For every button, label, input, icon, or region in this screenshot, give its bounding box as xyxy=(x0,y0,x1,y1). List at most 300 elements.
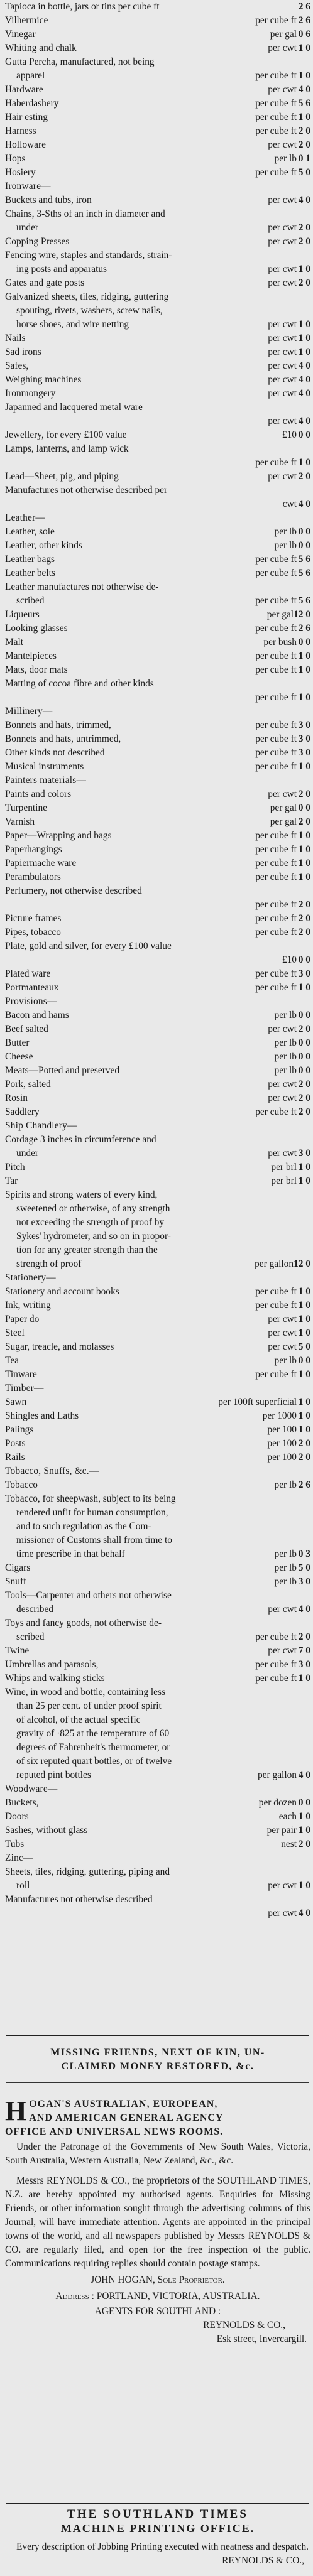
agency-heading-line2: AND AMERICAN GENERAL AGENCY xyxy=(29,2113,224,2123)
tariff-item: Whips and walking sticks xyxy=(5,1673,105,1684)
tariff-row xyxy=(5,1133,310,1147)
tariff-row xyxy=(5,1050,310,1064)
tariff-item: Sad irons xyxy=(5,347,41,357)
tariff-unit: per gallon xyxy=(258,1770,297,1780)
tariff-item: rendered unfit for human consumption, xyxy=(16,1507,168,1518)
section-divider xyxy=(6,2035,309,2036)
tariff-rate: 0 6 xyxy=(298,29,310,40)
tariff-unit: per gal xyxy=(266,609,294,620)
tariff-item: than 25 per cent. of under proof spirit xyxy=(16,1701,162,1711)
tariff-unit: per brl xyxy=(271,1162,297,1172)
tariff-row xyxy=(5,1091,310,1105)
tariff-rate: 7 0 xyxy=(298,1645,310,1656)
tariff-rate: 1 0 xyxy=(298,872,310,882)
tariff-rate: 1 0 xyxy=(298,70,310,81)
tariff-row xyxy=(5,663,310,677)
tariff-unit: per cwt xyxy=(268,1908,297,1918)
tariff-row xyxy=(5,1022,310,1036)
tariff-item: degrees of Fahrenheit's thermometer, or xyxy=(16,1742,170,1753)
tariff-item: Paper—Wrapping and bags xyxy=(5,830,112,841)
tariff-item: Hosiery xyxy=(5,167,36,178)
tariff-row xyxy=(5,249,310,262)
tariff-rate: 2 0 xyxy=(298,816,310,827)
tariff-unit: per cwt xyxy=(268,1093,297,1103)
tariff-row xyxy=(5,41,310,55)
agents-label: AGENTS FOR SOUTHLAND : xyxy=(94,2306,221,2317)
tariff-unit: per cwt xyxy=(268,195,297,205)
tariff-row xyxy=(5,1409,310,1423)
times-heading-line2: MACHINE PRINTING OFFICE. xyxy=(60,2522,255,2535)
times-signoff: REYNOLDS & CO., xyxy=(222,2555,304,2566)
tariff-rate: 1 0 xyxy=(298,347,310,357)
proprietor-signature: JOHN HOGAN, Sole Proprietor. xyxy=(91,2275,225,2285)
tariff-item: Plated ware xyxy=(5,968,51,979)
tariff-unit: per cwt xyxy=(268,139,297,150)
tariff-row xyxy=(5,1478,310,1492)
tariff-unit: per cube ft xyxy=(255,595,297,606)
tariff-row xyxy=(5,180,310,193)
tariff-item: Sheets, tiles, ridging, guttering, piping and xyxy=(5,1866,170,1877)
tariff-item: of alcohol, of the actual specific xyxy=(16,1714,141,1725)
tariff-unit: per cube ft xyxy=(255,457,297,468)
tariff-item: Manufactures not otherwise described per xyxy=(5,485,168,495)
tariff-item: Tar xyxy=(5,1176,18,1186)
tariff-item: Twine xyxy=(5,1645,30,1656)
southland-times-advertisement xyxy=(5,2503,310,2568)
tariff-unit: per brl xyxy=(271,1176,297,1186)
tariff-unit: per cwt xyxy=(268,84,297,95)
tariff-rate: 1 0 xyxy=(298,761,310,772)
tariff-item: Lamps, lanterns, and lamp wick xyxy=(5,443,129,454)
tariff-rate: 4 0 xyxy=(298,195,310,205)
tariff-row xyxy=(5,967,310,981)
tariff-row xyxy=(5,843,310,857)
tariff-row xyxy=(5,1451,310,1464)
tariff-item: Painters materials— xyxy=(5,775,87,786)
tariff-unit: per cwt xyxy=(268,1341,297,1352)
tariff-rate: 0 0 xyxy=(298,1797,310,1808)
tariff-unit: per cube ft xyxy=(255,1632,297,1642)
tariff-rate: 1 0 xyxy=(298,1424,310,1435)
tariff-row xyxy=(5,1423,310,1437)
tariff-row xyxy=(5,1837,310,1851)
tariff-unit: per cube ft xyxy=(255,844,297,855)
tariff-unit: per cwt xyxy=(268,222,297,233)
tariff-row xyxy=(5,484,310,497)
tariff-unit: per 100 xyxy=(267,1452,297,1463)
tariff-unit: per cube ft xyxy=(255,664,297,675)
tariff-row xyxy=(5,1064,310,1078)
tariff-row xyxy=(5,1340,310,1354)
tariff-rate: 0 0 xyxy=(298,430,310,440)
tariff-row xyxy=(5,1561,310,1575)
tariff-item: Turpentine xyxy=(5,803,47,813)
tariff-item: Japanned and lacquered metal ware xyxy=(5,402,143,413)
tariff-rate: 0 0 xyxy=(298,1065,310,1076)
tariff-item: Manufactures not otherwise described xyxy=(5,1894,153,1905)
tariff-row xyxy=(5,1782,310,1796)
tariff-unit: £10 xyxy=(282,955,297,965)
tariff-item: Plate, gold and silver, for every £100 value xyxy=(5,941,172,951)
tariff-unit: per cube ft xyxy=(255,913,297,924)
tariff-unit: per gallon xyxy=(255,1258,294,1269)
tariff-rate: 3 0 xyxy=(298,1148,310,1159)
tariff-rate: 1 0 xyxy=(298,664,310,675)
tariff-item: Wine, in wood and bottle, containing less xyxy=(5,1687,165,1697)
tariff-unit: per 100 xyxy=(267,1424,297,1435)
tariff-item: Tinware xyxy=(5,1369,37,1380)
tariff-unit: per cwt xyxy=(268,264,297,274)
tariff-rate: 2 0 xyxy=(298,1107,310,1117)
tariff-rate: 0 0 xyxy=(298,1010,310,1020)
tariff-item: Steel xyxy=(5,1328,25,1338)
tariff-unit: per cube ft xyxy=(255,1659,297,1670)
tariff-rate: 4 0 xyxy=(298,388,310,399)
tariff-unit: per cwt xyxy=(268,471,297,482)
tariff-rate: 2 0 xyxy=(298,222,310,233)
tariff-unit: per lb xyxy=(274,1010,297,1020)
tariff-row xyxy=(5,1616,310,1630)
tariff-item: Cordage 3 inches in circumference and xyxy=(5,1134,156,1145)
tariff-item: Palings xyxy=(5,1424,34,1435)
tariff-row xyxy=(5,636,310,649)
tariff-item: sweetened or otherwise, of any strength xyxy=(16,1203,170,1214)
tariff-unit: per cube ft xyxy=(255,899,297,910)
tariff-item: Ironmongery xyxy=(5,388,56,399)
tariff-item: Shingles and Laths xyxy=(5,1410,79,1421)
tariff-row xyxy=(5,718,310,732)
tariff-row xyxy=(5,760,310,774)
tariff-rate: 1 0 xyxy=(298,333,310,344)
tariff-rate: 1 0 xyxy=(298,1410,310,1421)
tariff-row xyxy=(5,677,310,691)
tariff-item: Leather belts xyxy=(5,568,55,578)
tariff-row xyxy=(5,1534,310,1547)
tariff-item: Copping Presses xyxy=(5,236,70,247)
hogan-agency-advertisement xyxy=(5,2097,310,2346)
tariff-item: Bonnets and hats, trimmed, xyxy=(5,720,111,730)
tariff-item: Tobacco, for sheepwash, subject to its being xyxy=(5,1493,176,1504)
tariff-unit: per cube ft xyxy=(255,733,297,744)
tariff-row xyxy=(5,138,310,152)
tariff-rate: 4 0 xyxy=(298,84,310,95)
tariff-rate: 1 0 xyxy=(298,651,310,661)
tariff-rate: 1 0 xyxy=(298,1673,310,1684)
tariff-row xyxy=(5,97,310,111)
tariff-item: and to such regulation as the Com- xyxy=(16,1521,151,1532)
tariff-item: Chains, 3-Sths of an inch in diameter and xyxy=(5,208,165,219)
tariff-rate: 1 0 xyxy=(298,457,310,468)
agent-name: REYNOLDS & CO., xyxy=(203,2320,285,2330)
tariff-unit: per cwt xyxy=(268,236,297,247)
tariff-row xyxy=(5,1036,310,1050)
tariff-unit: per cube ft xyxy=(255,1286,297,1297)
tariff-row xyxy=(5,1713,310,1727)
tariff-item: missioner of Customs shall from time to xyxy=(16,1535,172,1545)
tariff-row xyxy=(5,829,310,843)
tariff-row xyxy=(5,815,310,829)
tariff-row xyxy=(5,1216,310,1230)
tariff-item: Tea xyxy=(5,1355,19,1366)
tariff-item: Nails xyxy=(5,333,26,344)
tariff-unit: per lb xyxy=(274,526,297,537)
tariff-unit: per cube ft xyxy=(255,1300,297,1311)
tariff-unit: per cube ft xyxy=(255,112,297,122)
tariff-row xyxy=(5,649,310,663)
tariff-row xyxy=(5,1285,310,1299)
tariff-rate: 3 0 xyxy=(298,1576,310,1587)
tariff-rate: 1 0 xyxy=(298,830,310,841)
tariff-item: Hair esting xyxy=(5,112,48,122)
tariff-row xyxy=(5,539,310,553)
patronage-paragraph: Under the Patronage of the Governments of New South Wales, Victoria, South Australia, Western Australia, New Zealand, &c., &c. xyxy=(5,2141,310,2166)
tariff-row xyxy=(5,732,310,746)
tariff-rate: 5 0 xyxy=(298,1341,310,1352)
tariff-rate: 1 0 xyxy=(298,112,310,122)
tariff-row xyxy=(5,1879,310,1893)
tariff-item: Leather bags xyxy=(5,554,55,565)
tariff-row xyxy=(5,1354,310,1368)
tariff-unit: per lb xyxy=(274,1480,297,1490)
tariff-unit: per cube ft xyxy=(255,858,297,869)
tariff-item: Posts xyxy=(5,1438,26,1449)
tariff-rate: 3 0 xyxy=(298,733,310,744)
tariff-unit: per dozen xyxy=(258,1797,297,1808)
tariff-unit: £10 xyxy=(282,430,297,440)
tariff-item: Ship Chandlery— xyxy=(5,1120,77,1131)
tariff-row xyxy=(5,1824,310,1837)
tariff-rate: 1 0 xyxy=(298,1825,310,1836)
tariff-unit: per cwt xyxy=(268,1604,297,1615)
tariff-row xyxy=(5,1368,310,1382)
tariff-item: Millinery— xyxy=(5,706,53,717)
tariff-row xyxy=(5,1243,310,1257)
tariff-item: Hardware xyxy=(5,84,43,95)
tariff-rate: 12 0 xyxy=(294,609,310,620)
agent-address: Esk street, Invercargill. xyxy=(216,2334,307,2344)
tariff-rate: 1 0 xyxy=(298,319,310,330)
tariff-rate: 2 0 xyxy=(298,1452,310,1463)
tariff-item: Weighing machines xyxy=(5,374,82,385)
tariff-row xyxy=(5,318,310,332)
tariff-row xyxy=(5,1603,310,1616)
tariff-rate: 4 0 xyxy=(298,360,310,371)
tariff-row xyxy=(5,1257,310,1271)
tariff-row xyxy=(5,1727,310,1741)
tariff-row xyxy=(5,1658,310,1672)
tariff-item: Galvanized sheets, tiles, ridging, guttering xyxy=(5,291,169,302)
tariff-item: horse shoes, and wire netting xyxy=(16,319,129,330)
tariff-row xyxy=(5,414,310,428)
tariff-row xyxy=(5,111,310,124)
tariff-item: Ink, writing xyxy=(5,1300,51,1311)
tariff-rate: 5 6 xyxy=(298,595,310,606)
tariff-row xyxy=(5,1271,310,1285)
tariff-unit: per cwt xyxy=(268,333,297,344)
tariff-item: Paper do xyxy=(5,1314,40,1324)
tariff-item: Tubs xyxy=(5,1839,25,1849)
tariff-item: Rosin xyxy=(5,1093,28,1103)
tariff-row xyxy=(5,152,310,166)
tariff-item: Leather manufactures not otherwise de- xyxy=(5,582,159,592)
tariff-row xyxy=(5,442,310,456)
tariff-item: Tools—Carpenter and others not otherwise xyxy=(5,1590,172,1601)
tariff-unit: per cwt xyxy=(268,1328,297,1338)
tariff-item: apparel xyxy=(16,70,45,81)
tariff-rate: 1 0 xyxy=(298,1176,310,1186)
tariff-row xyxy=(5,221,310,235)
tariff-item: tion for any greater strength than the xyxy=(16,1245,158,1255)
agency-heading-line1: OGAN'S AUSTRALIAN, EUROPEAN, xyxy=(29,2099,218,2109)
tariff-item: Fencing wire, staples and standards, strain- xyxy=(5,250,172,261)
tariff-item: Whiting and chalk xyxy=(5,43,77,53)
tariff-item: scribed xyxy=(16,595,45,606)
tariff-unit: per cube ft xyxy=(255,830,297,841)
tariff-unit: per lb xyxy=(274,1562,297,1573)
tariff-unit: per cwt xyxy=(268,416,297,426)
tariff-item: Meats—Potted and preserved xyxy=(5,1065,120,1076)
tariff-row xyxy=(5,511,310,525)
tariff-unit: per cube ft xyxy=(255,692,297,703)
tariff-unit: per bush xyxy=(263,637,297,647)
tariff-item: Haberdashery xyxy=(5,98,59,109)
tariff-unit: per 100 xyxy=(267,1438,297,1449)
tariff-row xyxy=(5,0,310,14)
tariff-row xyxy=(5,691,310,705)
tariff-item: scribed xyxy=(16,1632,45,1642)
tariff-item: described xyxy=(16,1604,53,1615)
tariff-unit: per cube ft xyxy=(255,747,297,758)
tariff-rate: 1 0 xyxy=(298,844,310,855)
tariff-item: Matting of cocoa fibre and other kinds xyxy=(5,678,154,689)
tariff-row xyxy=(5,1230,310,1243)
tariff-rate: 2 0 xyxy=(298,1024,310,1034)
tariff-row xyxy=(5,594,310,608)
tariff-rate: 2 0 xyxy=(298,913,310,924)
tariff-item: Butter xyxy=(5,1037,30,1048)
customs-tariff-list xyxy=(5,0,310,1920)
tariff-item: spouting, rivets, washers, screw nails, xyxy=(16,305,163,316)
tariff-row xyxy=(5,1907,310,1920)
tariff-rate: 4 0 xyxy=(298,499,310,509)
tariff-rate: 5 6 xyxy=(298,98,310,109)
tariff-row xyxy=(5,235,310,249)
tariff-rate: 2 0 xyxy=(298,927,310,938)
tariff-row xyxy=(5,774,310,787)
tariff-row xyxy=(5,1161,310,1174)
tariff-row xyxy=(5,746,310,760)
tariff-unit: per cube ft xyxy=(255,927,297,938)
tariff-unit: per cube ft xyxy=(255,872,297,882)
tariff-unit: per lb xyxy=(274,1355,297,1366)
tariff-unit: per cube ft xyxy=(255,98,297,109)
tariff-item: Sugar, treacle, and molasses xyxy=(5,1341,114,1352)
tariff-rate: 2 6 xyxy=(298,623,310,634)
tariff-unit: per cwt xyxy=(268,374,297,385)
tariff-rate: 2 0 xyxy=(298,1632,310,1642)
tariff-rate: 0 0 xyxy=(298,955,310,965)
tariff-row xyxy=(5,884,310,898)
tariff-row xyxy=(5,1851,310,1865)
tariff-row xyxy=(5,1865,310,1879)
tariff-row xyxy=(5,553,310,566)
tariff-rate: 4 0 xyxy=(298,374,310,385)
tariff-row xyxy=(5,1893,310,1907)
tariff-rate: 2 0 xyxy=(298,139,310,150)
tariff-item: time prescribe in that behalf xyxy=(16,1549,125,1559)
tariff-row xyxy=(5,580,310,594)
tariff-row xyxy=(5,83,310,97)
tariff-item: Umbrellas and parasols, xyxy=(5,1659,99,1670)
tariff-unit: per cwt xyxy=(268,388,297,399)
tariff-item: Varnish xyxy=(5,816,35,827)
tariff-row xyxy=(5,1547,310,1561)
tariff-unit: nest xyxy=(281,1839,297,1849)
jobbing-paragraph: Every description of Jobbing Printing executed with neatness and despatch. xyxy=(16,2541,309,2552)
tariff-row xyxy=(5,981,310,995)
tariff-item: Cigars xyxy=(5,1562,31,1573)
tariff-row xyxy=(5,193,310,207)
tariff-unit: per cwt xyxy=(268,1314,297,1324)
tariff-rate: 0 0 xyxy=(298,1051,310,1062)
tariff-item: Perfumery, not otherwise described xyxy=(5,885,142,896)
tariff-unit: per pair xyxy=(266,1825,297,1836)
tariff-unit: per cube ft xyxy=(255,720,297,730)
tariff-row xyxy=(5,1575,310,1589)
tariff-row xyxy=(5,1202,310,1216)
tariff-row xyxy=(5,387,310,401)
missing-friends-notice xyxy=(5,2035,310,2083)
tariff-item: Picture frames xyxy=(5,913,62,924)
tariff-item: Zinc— xyxy=(5,1853,33,1863)
missing-heading-line1: MISSING FRIENDS, NEXT OF KIN, UN- xyxy=(50,2047,265,2058)
tariff-unit: per cube ft xyxy=(255,968,297,979)
tariff-rate: 0 0 xyxy=(298,1355,310,1366)
tariff-row xyxy=(5,1796,310,1810)
tariff-item: Toys and fancy goods, not otherwise de- xyxy=(5,1618,162,1628)
tariff-row xyxy=(5,456,310,470)
tariff-rate: 3 0 xyxy=(298,1659,310,1670)
tariff-unit: per cube ft xyxy=(255,982,297,993)
tariff-unit: per cube ft xyxy=(255,126,297,136)
tariff-row xyxy=(5,870,310,884)
tariff-rate: 1 0 xyxy=(298,1811,310,1822)
tariff-row xyxy=(5,939,310,953)
tariff-item: Hops xyxy=(5,153,26,164)
tariff-unit: per cube ft xyxy=(255,15,297,26)
tariff-item: Woodware— xyxy=(5,1783,58,1794)
tariff-unit: per cube ft xyxy=(255,167,297,178)
tariff-row xyxy=(5,912,310,926)
tariff-row xyxy=(5,1326,310,1340)
tariff-item: Mats, door mats xyxy=(5,664,68,675)
tariff-rate: 0 1 xyxy=(298,153,310,164)
tariff-unit: per cwt xyxy=(268,319,297,330)
section-divider xyxy=(6,2503,309,2504)
tariff-rate: 1 0 xyxy=(298,1369,310,1380)
tariff-row xyxy=(5,1644,310,1658)
times-heading-line1: THE SOUTHLAND TIMES xyxy=(67,2508,248,2521)
tariff-rate: 2 0 xyxy=(298,1093,310,1103)
tariff-rate: 0 0 xyxy=(298,803,310,813)
tariff-item: Safes, xyxy=(5,360,29,371)
tariff-row xyxy=(5,1741,310,1755)
tariff-rate: 1 0 xyxy=(298,1300,310,1311)
tariff-unit: per cube ft xyxy=(255,1369,297,1380)
tariff-row xyxy=(5,1188,310,1202)
tariff-row xyxy=(5,898,310,912)
tariff-rate: 2 0 xyxy=(298,278,310,288)
